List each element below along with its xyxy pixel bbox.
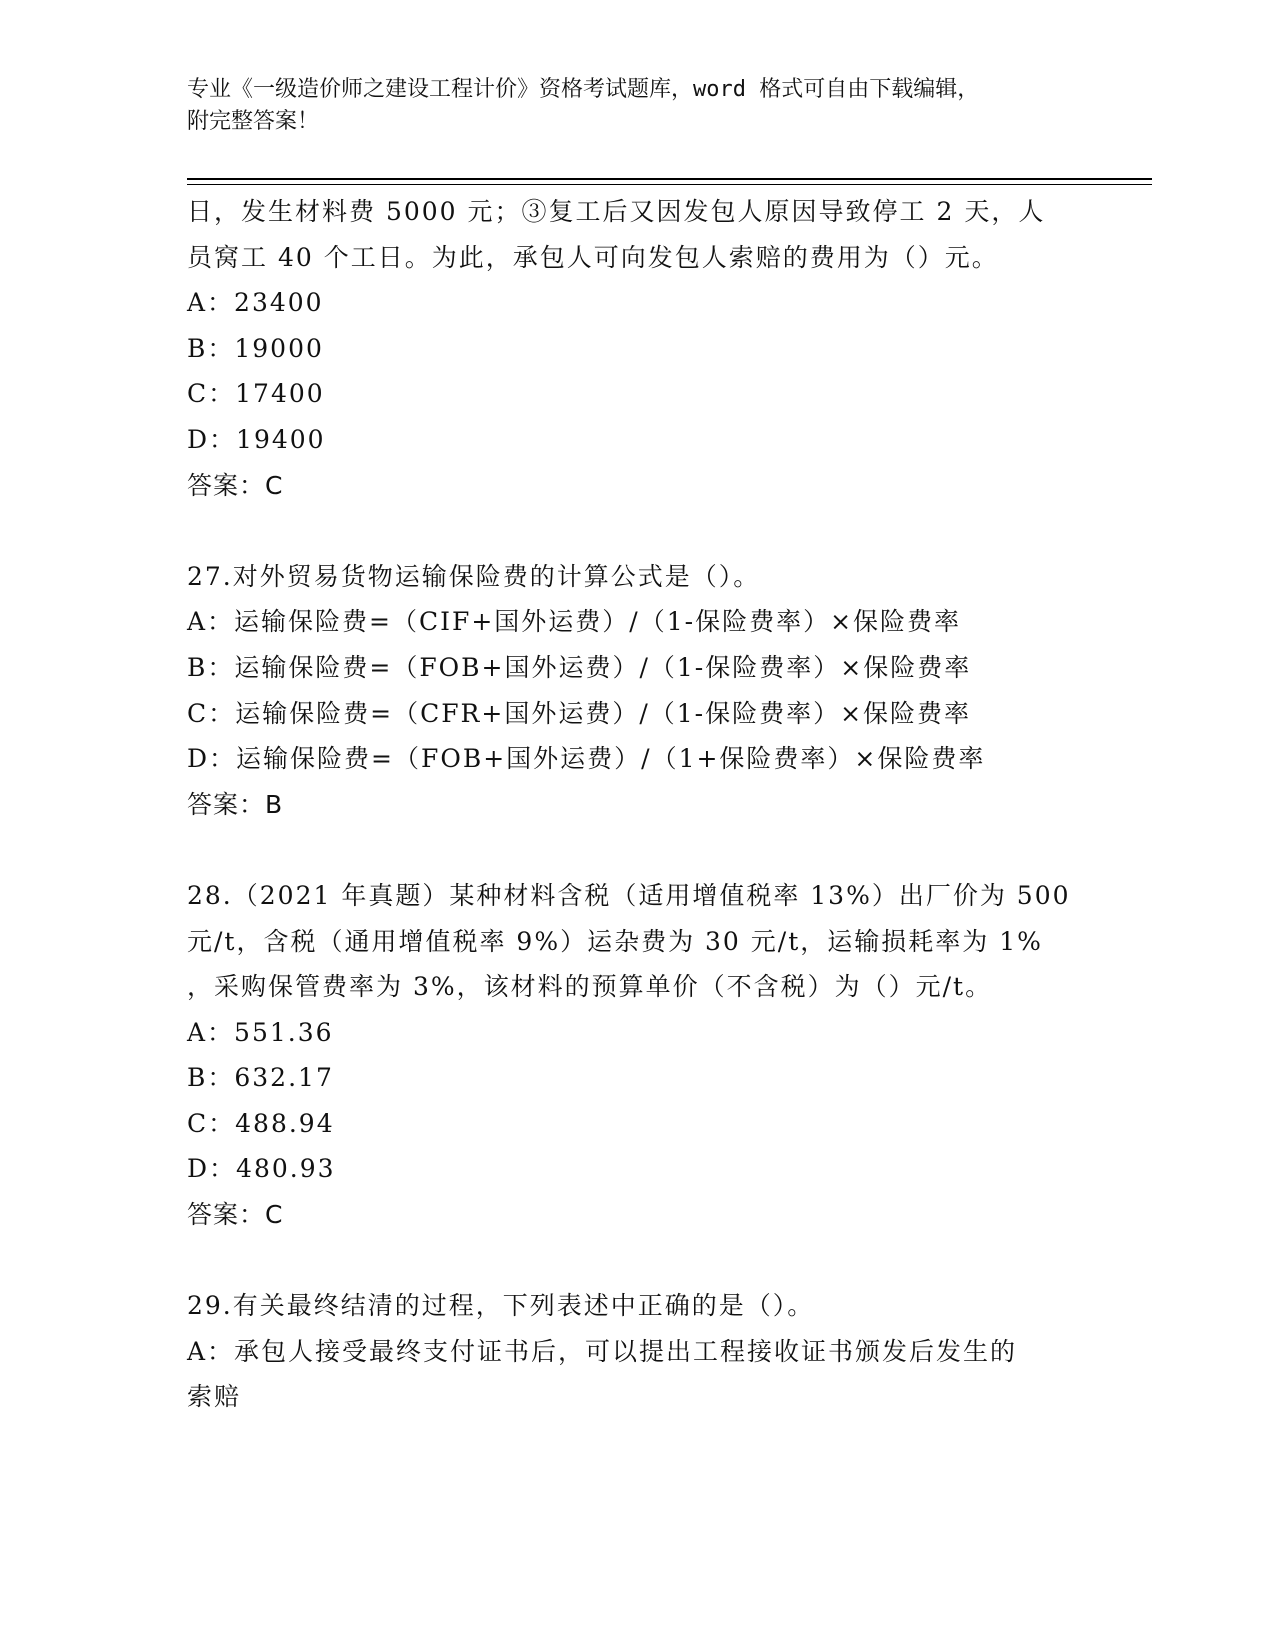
header-line-1: 专业《一级造价师之建设工程计价》资格考试题库，word 格式可自由下载编辑，: [187, 77, 980, 102]
question-28: [187, 873, 1137, 1238]
question-text-line: 27.对外贸易货物运输保险费的计算公式是（）。: [187, 561, 761, 591]
answer-line: 答案：C: [187, 470, 284, 500]
question-spacer: [187, 508, 1137, 554]
option-a: A：承包人接受最终支付证书后，可以提出工程接收证书颁发后发生的: [187, 1336, 1018, 1366]
question-26-continuation: [187, 189, 1137, 508]
question-spacer: [187, 1238, 1137, 1284]
answer-line: 答案：B: [187, 789, 284, 819]
option-a-continuation: 索赔: [187, 1382, 242, 1412]
option-b: B：运输保险费=（FOB+国外运费）/（1-保险费率）×保险费率: [187, 652, 972, 682]
question-content: [187, 189, 1137, 1420]
option-d: D：运输保险费=（FOB+国外运费）/（1+保险费率）×保险费率: [187, 744, 986, 774]
question-spacer: [187, 827, 1137, 873]
option-b: B：632.17: [187, 1063, 334, 1093]
answer-line: 答案：C: [187, 1200, 284, 1230]
question-text-line: 日，发生材料费 5000 元；③复工后又因发包人原因导致停工 2 天，人: [187, 197, 1046, 226]
question-text-line: ，采购保管费率为 3%，该材料的预算单价（不含税）为（）元/t。: [187, 972, 993, 1002]
question-27: [187, 554, 1137, 828]
option-a: A：23400: [187, 288, 324, 318]
question-text-line: 28.（2021 年真题）某种材料含税（适用增值税率 13%）出厂价为 500: [187, 880, 1071, 910]
option-c: C：17400: [187, 379, 325, 409]
header-line-2: 附完整答案！: [187, 109, 320, 134]
option-c: C：运输保险费=（CFR+国外运费）/（1-保险费率）×保险费率: [187, 698, 972, 728]
option-a: A：551.36: [187, 1017, 334, 1047]
question-29: [187, 1283, 1137, 1420]
question-text-line: 29.有关最终结清的过程，下列表述中正确的是（）。: [187, 1291, 815, 1321]
option-a: A：运输保险费=（CIF+国外运费）/（1-保险费率）×保险费率: [187, 607, 962, 637]
header-divider-thick: [187, 178, 1152, 180]
option-d: D：19400: [187, 424, 326, 454]
option-c: C：488.94: [187, 1108, 335, 1138]
document-header: [187, 74, 1107, 138]
question-text-line: 元/t，含税（通用增值税率 9%）运杂费为 30 元/t，运输损耗率为 1%: [187, 926, 1043, 956]
header-divider-thin: [187, 184, 1152, 185]
question-text-line: 员窝工 40 个工日。为此，承包人可向发包人索赔的费用为（）元。: [187, 242, 999, 272]
option-d: D：480.93: [187, 1154, 336, 1184]
option-b: B：19000: [187, 333, 324, 363]
